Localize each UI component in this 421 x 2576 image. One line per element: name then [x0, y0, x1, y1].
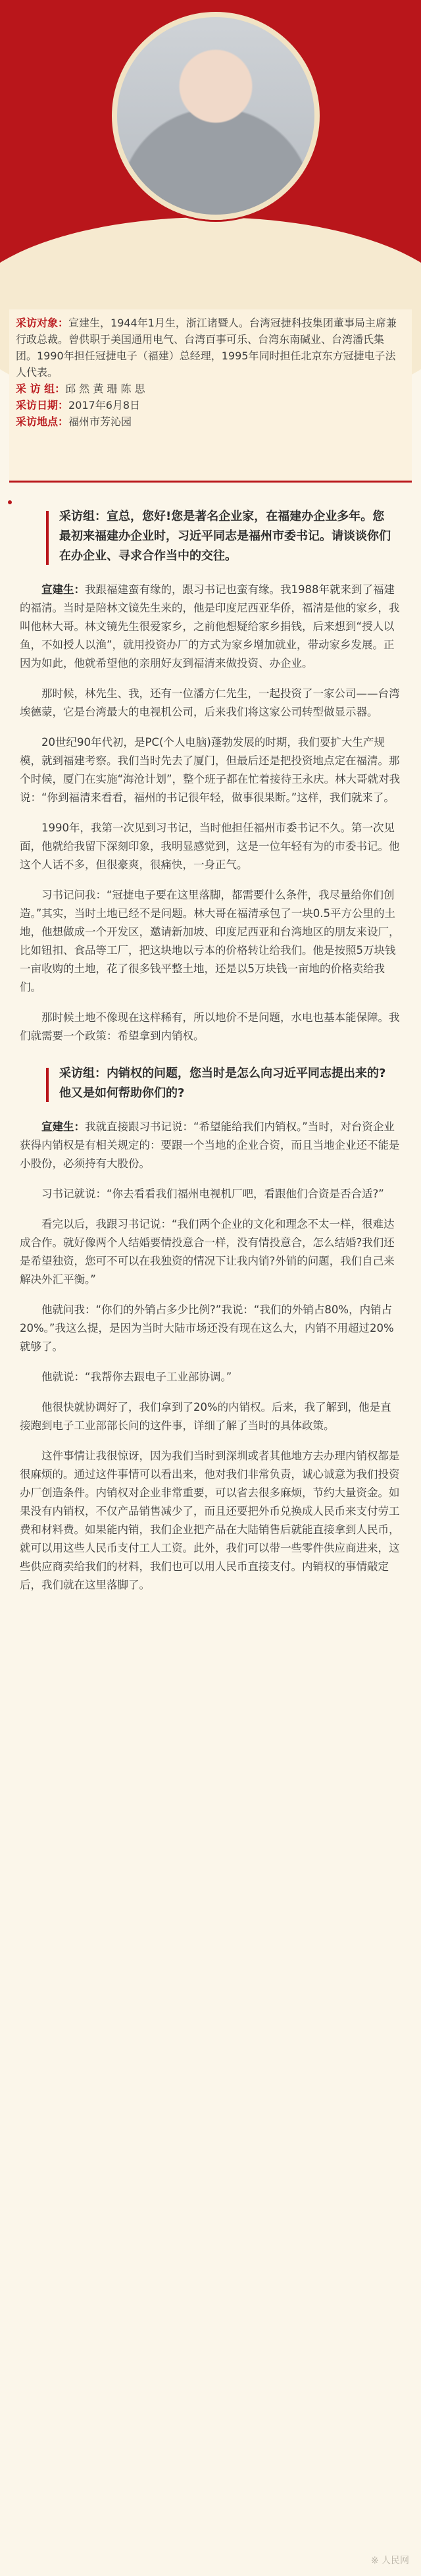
question-bar: [46, 511, 49, 565]
watermark: ※ 人民网: [370, 2556, 409, 2566]
group-text: 邱 然 黄 珊 陈 思: [65, 382, 145, 395]
place-label: 采访地点：: [16, 415, 69, 428]
divider-dot: [8, 500, 12, 504]
paragraph-7: [20, 1118, 401, 1173]
paragraph-10: 他就问我：“你们的外销占多少比例?”我说：“我们的外销占80%，内销占20%。”我这么提，是因为当时大陆市场还没有现在这么大，内销不用超过20%就够了。: [20, 1303, 394, 1353]
question-bar: [46, 1068, 49, 1102]
question-2-text: 采访组：内销权的问题，您当时是怎么向习近平同志提出来的?他又是如何帮助你们的?: [59, 1066, 386, 1100]
profile-date: [16, 397, 404, 413]
place-text: 福州市芳沁园: [68, 415, 132, 428]
paragraph-7-text: 我就直接跟习书记说：“希望能给我们内销权。”当时，对台资企业获得内销权是有相关规定的：要跟一个当地的企业合资，而且当地企业还不能是小股份，必须持有大股份。: [20, 1120, 400, 1170]
speaker-label: 宣建生：: [41, 583, 85, 596]
group-label: 采 访 组：: [16, 382, 66, 395]
section-divider: [9, 481, 412, 483]
subject-text: 宣建生，1944年1月生，浙江诸暨人。台湾冠捷科技集团董事局主席兼行政总裁。曾供职于美国通用电气、台湾百事可乐、台湾东南碱业、台湾潘氏集团。1990年担任冠捷电子（福建）总经理，1995年同时担任北京东方冠捷电子法人代表。: [16, 317, 397, 379]
paragraph-13: 这件事情让我很惊讶，因为我们当时到深圳或者其他地方去办理内销权都是很麻烦的。通过这件事情可以看出来，他对我们非常负责，诚心诚意为我们投资办厂创造条件。内销权对企业非常重要，可以省去很多麻烦，节约大量资金。如果没有内销权，不仅产品销售减少了，而且还要把外币兑换成人民币来支付劳工费和材料费。如果能内销，我们企业把产品在大陆销售后就能直接拿到人民币，就可以用这些人民币支付工人工资。此外，我们可以带一些零件供应商进来，这些供应商卖给我们的材料，我们也可以用人民币直接支付。内销权的事情敲定后，我们就在这里落脚了。: [20, 1450, 400, 1591]
date-label: 采访日期：: [16, 399, 69, 411]
article-content: [20, 500, 401, 1606]
header-banner: [0, 0, 421, 309]
paragraph-12: 他很快就协调好了，我们拿到了20%的内销权。后来，我了解到，他是直接跑到电子工业部部长问的这件事，详细了解了当时的具体政策。: [20, 1401, 391, 1432]
paragraph-8: 习书记就说：“你去看看我们福州电视机厂吧，看跟他们合资是否合适?”: [41, 1188, 384, 1200]
paragraph-5: 习书记问我：“冠捷电子要在这里落脚，都需要什么条件，我尽量给你们创造。”其实，当时土地已经不是问题。林大哥在福清承包了一块0.5平方公里的土地，他想做成一个开发区，邀请新加坡、印度尼西亚和台湾地区的朋友来设厂，比如钮扣、食品等工厂，把这块地以亏本的价格转让给我们。他是按照5万块钱一亩收购的土地，花了很多钱平整土地，还是以5万块钱一亩地的价格卖给我们。: [20, 889, 400, 993]
paragraph-1: [20, 581, 401, 673]
question-2: [20, 1057, 401, 1110]
profile-group: [16, 381, 404, 397]
paragraph-1-text: 我跟福建蛮有缘的，跟习书记也蛮有缘。我1988年就来到了福建的福清。当时是陪林文镜先生来的，他是印度尼西亚华侨，福清是他的家乡，我叫他林大哥。林文镜先生很爱家乡，之前他想疑给家乡捐钱，后来想到“授人以鱼，不如授人以渔”，就用投资办厂的方式为家乡增加就业，带动家乡发展。正因为如此，他就希望他的亲朋好友到福清来做投资、办企业。: [20, 583, 400, 670]
paragraph-3: 20世纪90年代初，是PC(个人电脑)蓬勃发展的时期，我们要扩大生产规模，就到福建考察。我们当时先去了厦门，但最后还是把投资地点定在福清。那个时候，厦门在实施“海沧计划”，整个班子都在忙着接待王永庆。林大哥就对我说：“你到福清来看看，福州的书记很年轻，做事很果断。”这样，我们就来了。: [20, 736, 401, 804]
paragraph-9: 看完以后，我跟习书记说：“我们两个企业的文化和理念不太一样，很难达成合作。就好像两个人结婚要情投意合一样，没有情投意合，怎么结婚?我们还是希望独资，您可不可以在我独资的情况下让我内销?外销的问题，我们自己来解决外汇平衡。”: [20, 1218, 395, 1286]
question-1-text: 采访组：宣总，您好!您是著名企业家，在福建办企业多年。您最初来福建办企业时，习近平同志是福州市委书记。请谈谈你们在办企业、寻求合作当中的交往。: [59, 510, 391, 563]
profile-place: [16, 413, 404, 430]
speaker-label: 宣建生：: [41, 1120, 85, 1133]
question-1: [20, 500, 401, 573]
profile-box: [9, 309, 412, 481]
paragraph-11: 他就说：“我帮你去跟电子工业部协调。”: [41, 1371, 232, 1383]
profile-subject: [16, 315, 404, 381]
paragraph-4: 1990年，我第一次见到习书记，当时他担任福州市委书记不久。第一次见面，他就给我留下深刻印象，我明显感觉到，这是一位年轻有为的市委书记。他这个人话不多，但很豪爽，很痛快，一身正气。: [20, 822, 400, 871]
portrait-photo: [112, 12, 320, 220]
paragraph-6: 那时候土地不像现在这样稀有，所以地价不是问题，水电也基本能保障。我们就需要一个政策：希望拿到内销权。: [20, 1011, 400, 1042]
date-text: 2017年6月8日: [68, 399, 141, 411]
paragraph-2: 那时候，林先生、我，还有一位潘方仁先生，一起投资了一家公司——台湾埃德蒙，它是台湾最大的电视机公司，后来我们将这家公司转型做显示器。: [20, 687, 400, 718]
subject-label: 采访对象：: [16, 317, 69, 329]
